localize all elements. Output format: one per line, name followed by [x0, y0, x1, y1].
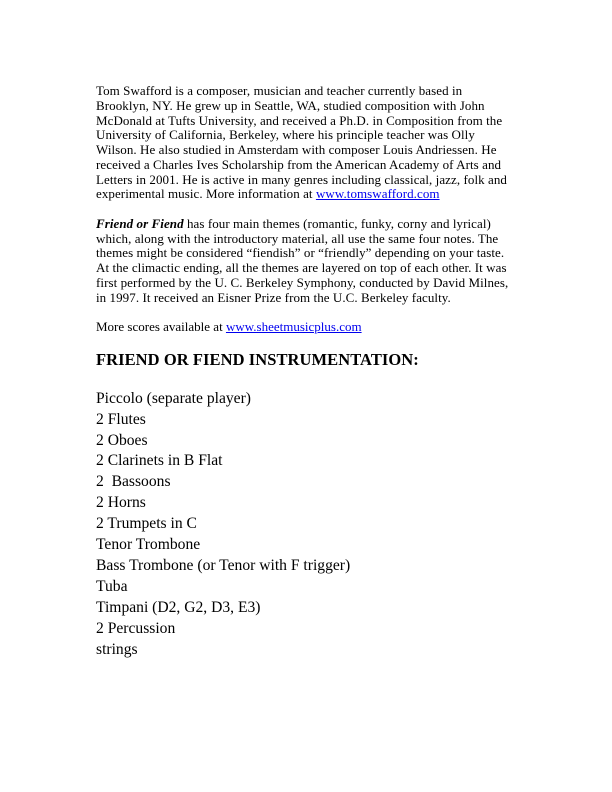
instrumentation-item: Tenor Trombone	[96, 536, 201, 554]
program-note-text: has four main themes (romantic, funky, corny and lyrical) which, along with the introductory material, all use the same four notes. The themes might be considered “fiendish” or “friendly” depending on your taste. At the climactic ending, all the themes are layered on top of each other. It was first performed by the U. C. Berkeley Symphony, conducted by David Milnes, in 1997. It received an Eisner Prize from the U.C. Berkeley faculty.	[96, 215, 509, 305]
instrumentation-list	[96, 389, 515, 661]
work-title: Friend or Fiend	[96, 215, 184, 231]
tomswafford-link[interactable]: www.tomswafford.com	[315, 186, 440, 202]
instrumentation-heading: FRIEND OR FIEND INSTRUMENTATION:	[96, 349, 419, 369]
program-note-paragraph	[96, 217, 516, 306]
instrumentation-item: Piccolo (separate player)	[96, 389, 251, 407]
instrumentation-item: 2 Oboes	[96, 431, 148, 449]
composer-bio-text: Tom Swafford is a composer, musician and teacher currently based in Brooklyn, NY. He grew up in Seattle, WA, studied composition with John McDonald at Tufts University, and received a Ph.D. in Composition from the University of California, Berkeley, where his principle teacher was Olly Wilson. He also studied in Amsterdam with composer Louis Andriessen. He received a Charles Ives Scholarship from the American Academy of Arts and Letters in 2001. He is active in many genres including classical, jazz, folk and experimental music. More information at	[96, 83, 507, 202]
instrumentation-item: 2 Trumpets in C	[96, 515, 197, 533]
instrumentation-item: Timpani (D2, G2, D3, E3)	[96, 598, 261, 616]
instrumentation-item: 2 Clarinets in B Flat	[96, 452, 223, 470]
instrumentation-item: 2 Bassoons	[96, 473, 171, 491]
instrumentation-item: Tuba	[96, 577, 128, 595]
sheetmusicplus-link[interactable]: www.sheetmusicplus.com	[225, 319, 362, 334]
instrumentation-item: strings	[96, 640, 138, 658]
instrumentation-item: 2 Horns	[96, 494, 146, 512]
instrumentation-item: 2 Percussion	[96, 619, 176, 637]
composer-bio-paragraph	[96, 84, 516, 202]
instrumentation-item: 2 Flutes	[96, 410, 146, 428]
more-scores-line	[96, 320, 516, 335]
instrumentation-item: Bass Trombone (or Tenor with F trigger)	[96, 557, 351, 574]
more-scores-prefix: More scores available at	[96, 319, 226, 334]
